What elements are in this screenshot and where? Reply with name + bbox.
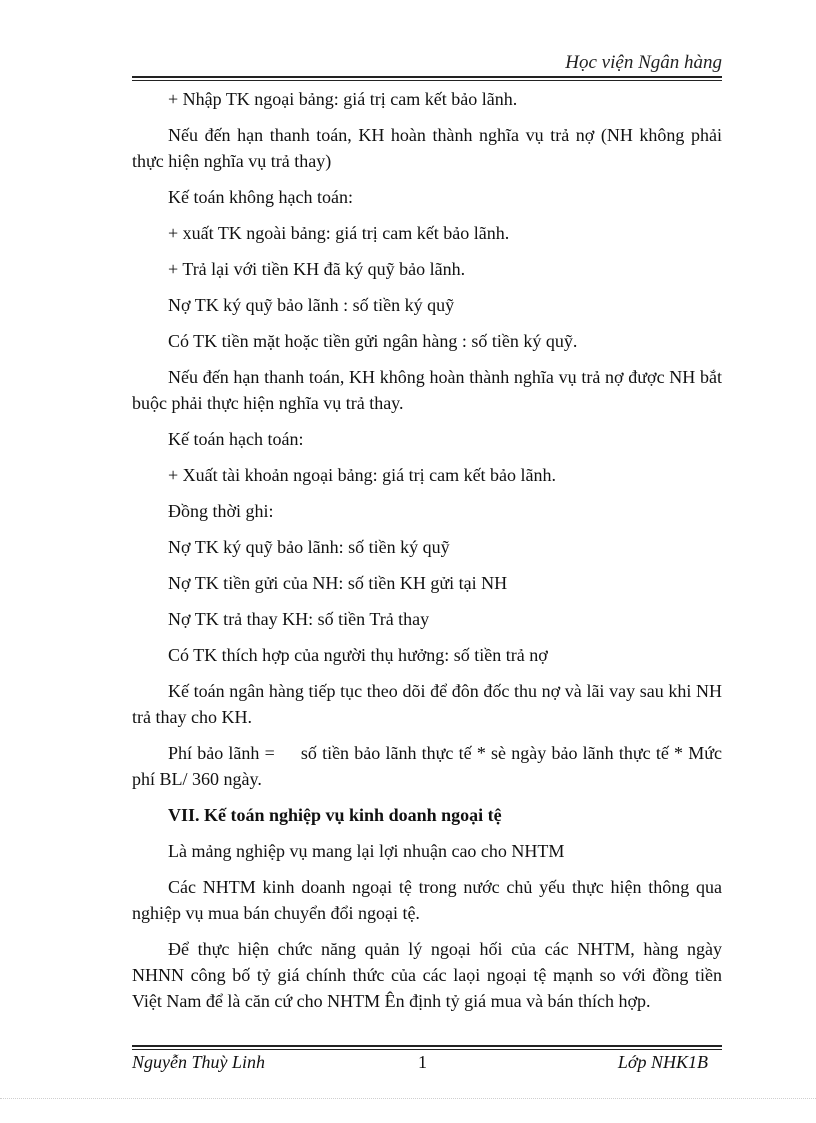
section-heading: VII. Kế toán nghiệp vụ kinh doanh ngoại tệ [168,805,502,825]
paragraph: + Trả lại với tiền KH đã ký quỹ bảo lãnh. [168,259,466,279]
paragraph: Có TK tiền mặt hoặc tiền gửi ngân hàng : số tiền ký quỹ. [168,331,578,351]
paragraph: Kế toán không hạch toán: [168,187,353,207]
footer-rule [132,1045,722,1047]
footer-class: Lớp NHK1B [617,1052,708,1072]
header-rule-thin [132,80,722,81]
paragraph: Đồng thời ghi: [168,501,274,521]
page-number: 1 [418,1052,427,1072]
paragraph: Các NHTM kinh doanh ngoại tệ trong nước chủ yếu thực hiện thông qua nghiệp vụ mua bán chuyển đổi ngoại tệ. [132,877,722,923]
header-title: Học viện Ngân hàng [565,52,722,73]
paragraph: Kế toán ngân hàng tiếp tục theo dõi để đôn đốc thu nợ và lãi vay sau khi NH trả thay cho KH. [132,681,722,727]
footer-author: Nguyễn Thuỳ Linh [132,1052,265,1072]
paragraph: + Xuất tài khoản ngoại bảng: giá trị cam kết bảo lãnh. [168,465,557,485]
paragraph: Là mảng nghiệp vụ mang lại lợi nhuận cao cho NHTM [168,841,565,861]
paragraph: + Nhập TK ngoại bảng: giá trị cam kết bảo lãnh. [168,89,518,109]
paragraph: Nợ TK ký quỹ bảo lãnh : số tiền ký quỹ [168,295,455,315]
document-body [132,86,727,1024]
paragraph: + xuất TK ngoài bảng: giá trị cam kết bảo lãnh. [168,223,510,243]
paragraph: Phí bảo lãnh = số tiền bảo lãnh thực tế * sè ngày bảo lãnh thực tế * Mức phí BL/ 360 ngày. [132,743,727,789]
paragraph: Kế toán hạch toán: [168,429,304,449]
paragraph: Nợ TK trả thay KH: số tiền Trả thay [168,609,430,629]
footer-rule-thin [132,1049,722,1050]
paragraph: Để thực hiện chức năng quản lý ngoại hối của các NHTM, hàng ngày NHNN công bố tỷ giá chính thức của các laọi ngoại tệ mạnh so với đồng tiền Việt Nam để là căn cứ cho NHTM Ên định tỷ giá mua và bán thích hợp. [132,939,722,1011]
paragraph: Nợ TK ký quỹ bảo lãnh: số tiền ký quỹ [168,537,450,557]
header-rule [132,76,722,78]
paragraph: Nợ TK tiền gửi của NH: số tiền KH gửi tại NH [168,573,508,593]
page-edge-divider [0,1098,816,1099]
paragraph: Có TK thích hợp của người thụ hưởng: số tiền trả nợ [168,645,548,665]
paragraph: Nếu đến hạn thanh toán, KH không hoàn thành nghĩa vụ trả nợ được NH bắt buộc phải thực hiện nghĩa vụ trả thay. [132,367,722,413]
paragraph: Nếu đến hạn thanh toán, KH hoàn thành nghĩa vụ trả nợ (NH không phải thực hiện nghĩa vụ trả thay) [132,125,722,171]
footer-bar [132,1052,722,1076]
